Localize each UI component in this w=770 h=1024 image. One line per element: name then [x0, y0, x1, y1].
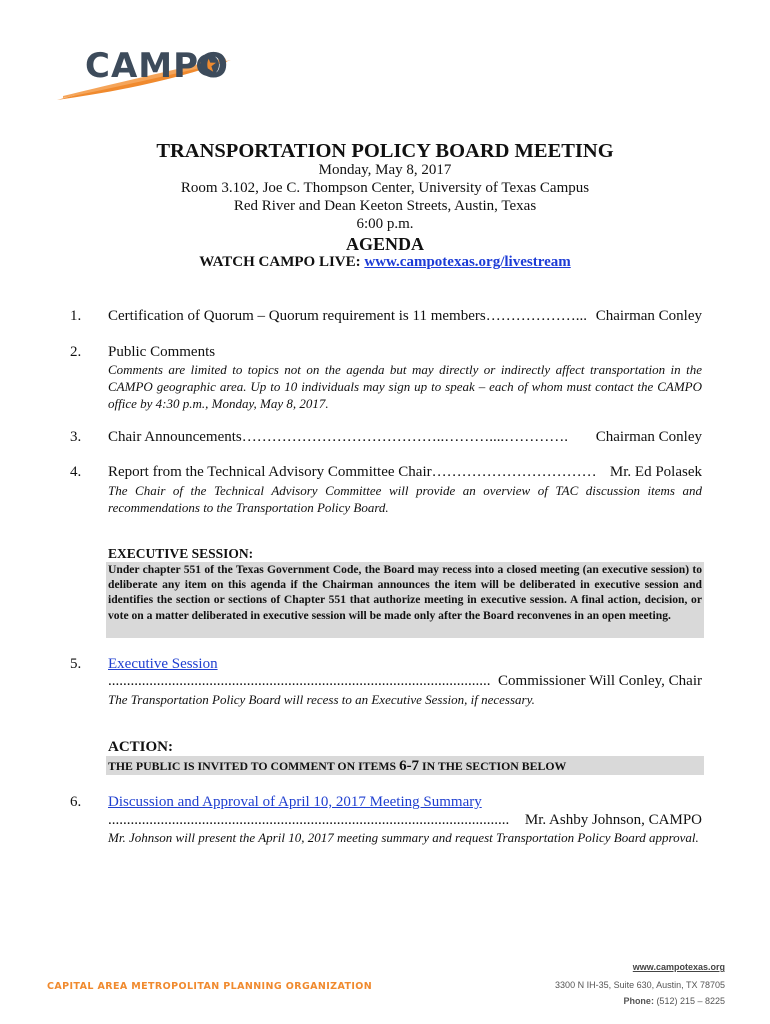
- phone-label: Phone:: [623, 996, 657, 1006]
- watch-label: WATCH CAMPO LIVE:: [199, 254, 365, 270]
- page-title: TRANSPORTATION POLICY BOARD MEETING: [156, 140, 614, 162]
- footer-website[interactable]: www.campotexas.org: [632, 962, 725, 972]
- action-notice-part: THE PUBLIC IS INVITED TO COMMENT ON ITEMS: [108, 759, 400, 773]
- dot-leader: ………………...: [485, 308, 587, 324]
- dot-leader: ...........................................................................................................: [108, 812, 510, 828]
- footer-phone: [623, 996, 725, 1006]
- item-5-presenter-line: [108, 673, 702, 690]
- dot-leader: ……………………………: [431, 464, 597, 480]
- item-presenter: Commissioner Will Conley, Chair: [498, 673, 702, 689]
- action-items-range: 6-7: [399, 758, 420, 774]
- item-presenter: Mr. Ashby Johnson, CAMPO: [524, 812, 702, 828]
- agenda-item-3: [108, 429, 702, 446]
- meeting-date: Monday, May 8, 2017: [318, 162, 452, 178]
- executive-session-link[interactable]: Executive Session: [108, 656, 218, 672]
- agenda-item-4: [108, 464, 702, 481]
- item-title: Certification of Quorum – Quorum requirement is 11 members: [108, 308, 486, 324]
- meeting-room: Room 3.102, Joe C. Thompson Center, University of Texas Campus: [180, 180, 590, 196]
- meeting-streets: Red River and Dean Keeton Streets, Austin, Texas: [233, 198, 537, 214]
- agenda-item-2: Public Comments: [108, 344, 216, 360]
- meeting-summary-link[interactable]: Discussion and Approval of April 10, 2017 Meeting Summary: [108, 794, 482, 810]
- dot-leader: ......................................................................................................: [108, 673, 491, 689]
- item-6-presenter-line: [108, 812, 702, 829]
- action-notice-part: IN THE SECTION BELOW: [419, 759, 567, 773]
- footer-organization: CAPITAL AREA METROPOLITAN PLANNING ORGANIZATION: [47, 981, 373, 992]
- agenda-item-5: [108, 656, 702, 673]
- logo-wordmark: CAMPO: [85, 46, 229, 86]
- dot-leader: …………………………………..………....………….: [241, 429, 568, 445]
- item-description: The Transportation Policy Board will recess to an Executive Session, if necessary.: [108, 692, 535, 707]
- phone-number: (512) 215 – 8225: [656, 996, 725, 1006]
- item-number: 3.: [70, 429, 82, 445]
- meeting-time: 6:00 p.m.: [356, 216, 414, 232]
- item-number: 2.: [70, 344, 82, 360]
- item-title: Chair Announcements: [108, 429, 242, 445]
- item-title: Report from the Technical Advisory Committee Chair: [108, 464, 432, 480]
- item-presenter: Chairman Conley: [595, 429, 702, 445]
- executive-session-heading: EXECUTIVE SESSION:: [108, 546, 254, 561]
- item-number: 6.: [70, 794, 82, 810]
- watch-live: [0, 254, 770, 271]
- campo-logo: [55, 40, 235, 110]
- livestream-link[interactable]: www.campotexas.org/livestream: [364, 254, 571, 270]
- action-heading: ACTION:: [108, 739, 174, 755]
- footer-address: 3300 N IH-35, Suite 630, Austin, TX 78705: [555, 980, 725, 990]
- executive-session-text: Under chapter 551 of the Texas Government Code, the Board may recess into a closed meeting (an executive session) to deliberate any item on this agenda if the Chairman announces the item will be deliberated in executive session and identifies the section or sections of Chapter 551 that authorize meeting in executive session. A final action, decision, or vote on a matter deliberated in executive session will be made only after the Board reconvenes in an open meeting.: [108, 563, 702, 622]
- agenda-item-1: [108, 308, 702, 325]
- item-description: The Chair of the Technical Advisory Committee will provide an overview of TAC discussion items and recommendations to the Transportation Policy Board.: [108, 483, 702, 515]
- item-number: 4.: [70, 464, 82, 480]
- item-presenter: Chairman Conley: [595, 308, 702, 324]
- item-description: Comments are limited to topics not on the agenda but may directly or indirectly affect transportation in the CAMPO geographic area. Up to 10 individuals may sign up to speak – each of whom must contact the CAMPO office by 4:30 p.m., Monday, May 8, 2017.: [108, 362, 702, 411]
- item-presenter: Mr. Ed Polasek: [609, 464, 702, 480]
- item-description: Mr. Johnson will present the April 10, 2017 meeting summary and request Transportation Policy Board approval.: [108, 830, 699, 845]
- agenda-heading: AGENDA: [345, 234, 424, 254]
- action-notice: [108, 758, 566, 775]
- item-number: 1.: [70, 308, 82, 324]
- agenda-item-6: [108, 794, 702, 811]
- item-number: 5.: [70, 656, 82, 672]
